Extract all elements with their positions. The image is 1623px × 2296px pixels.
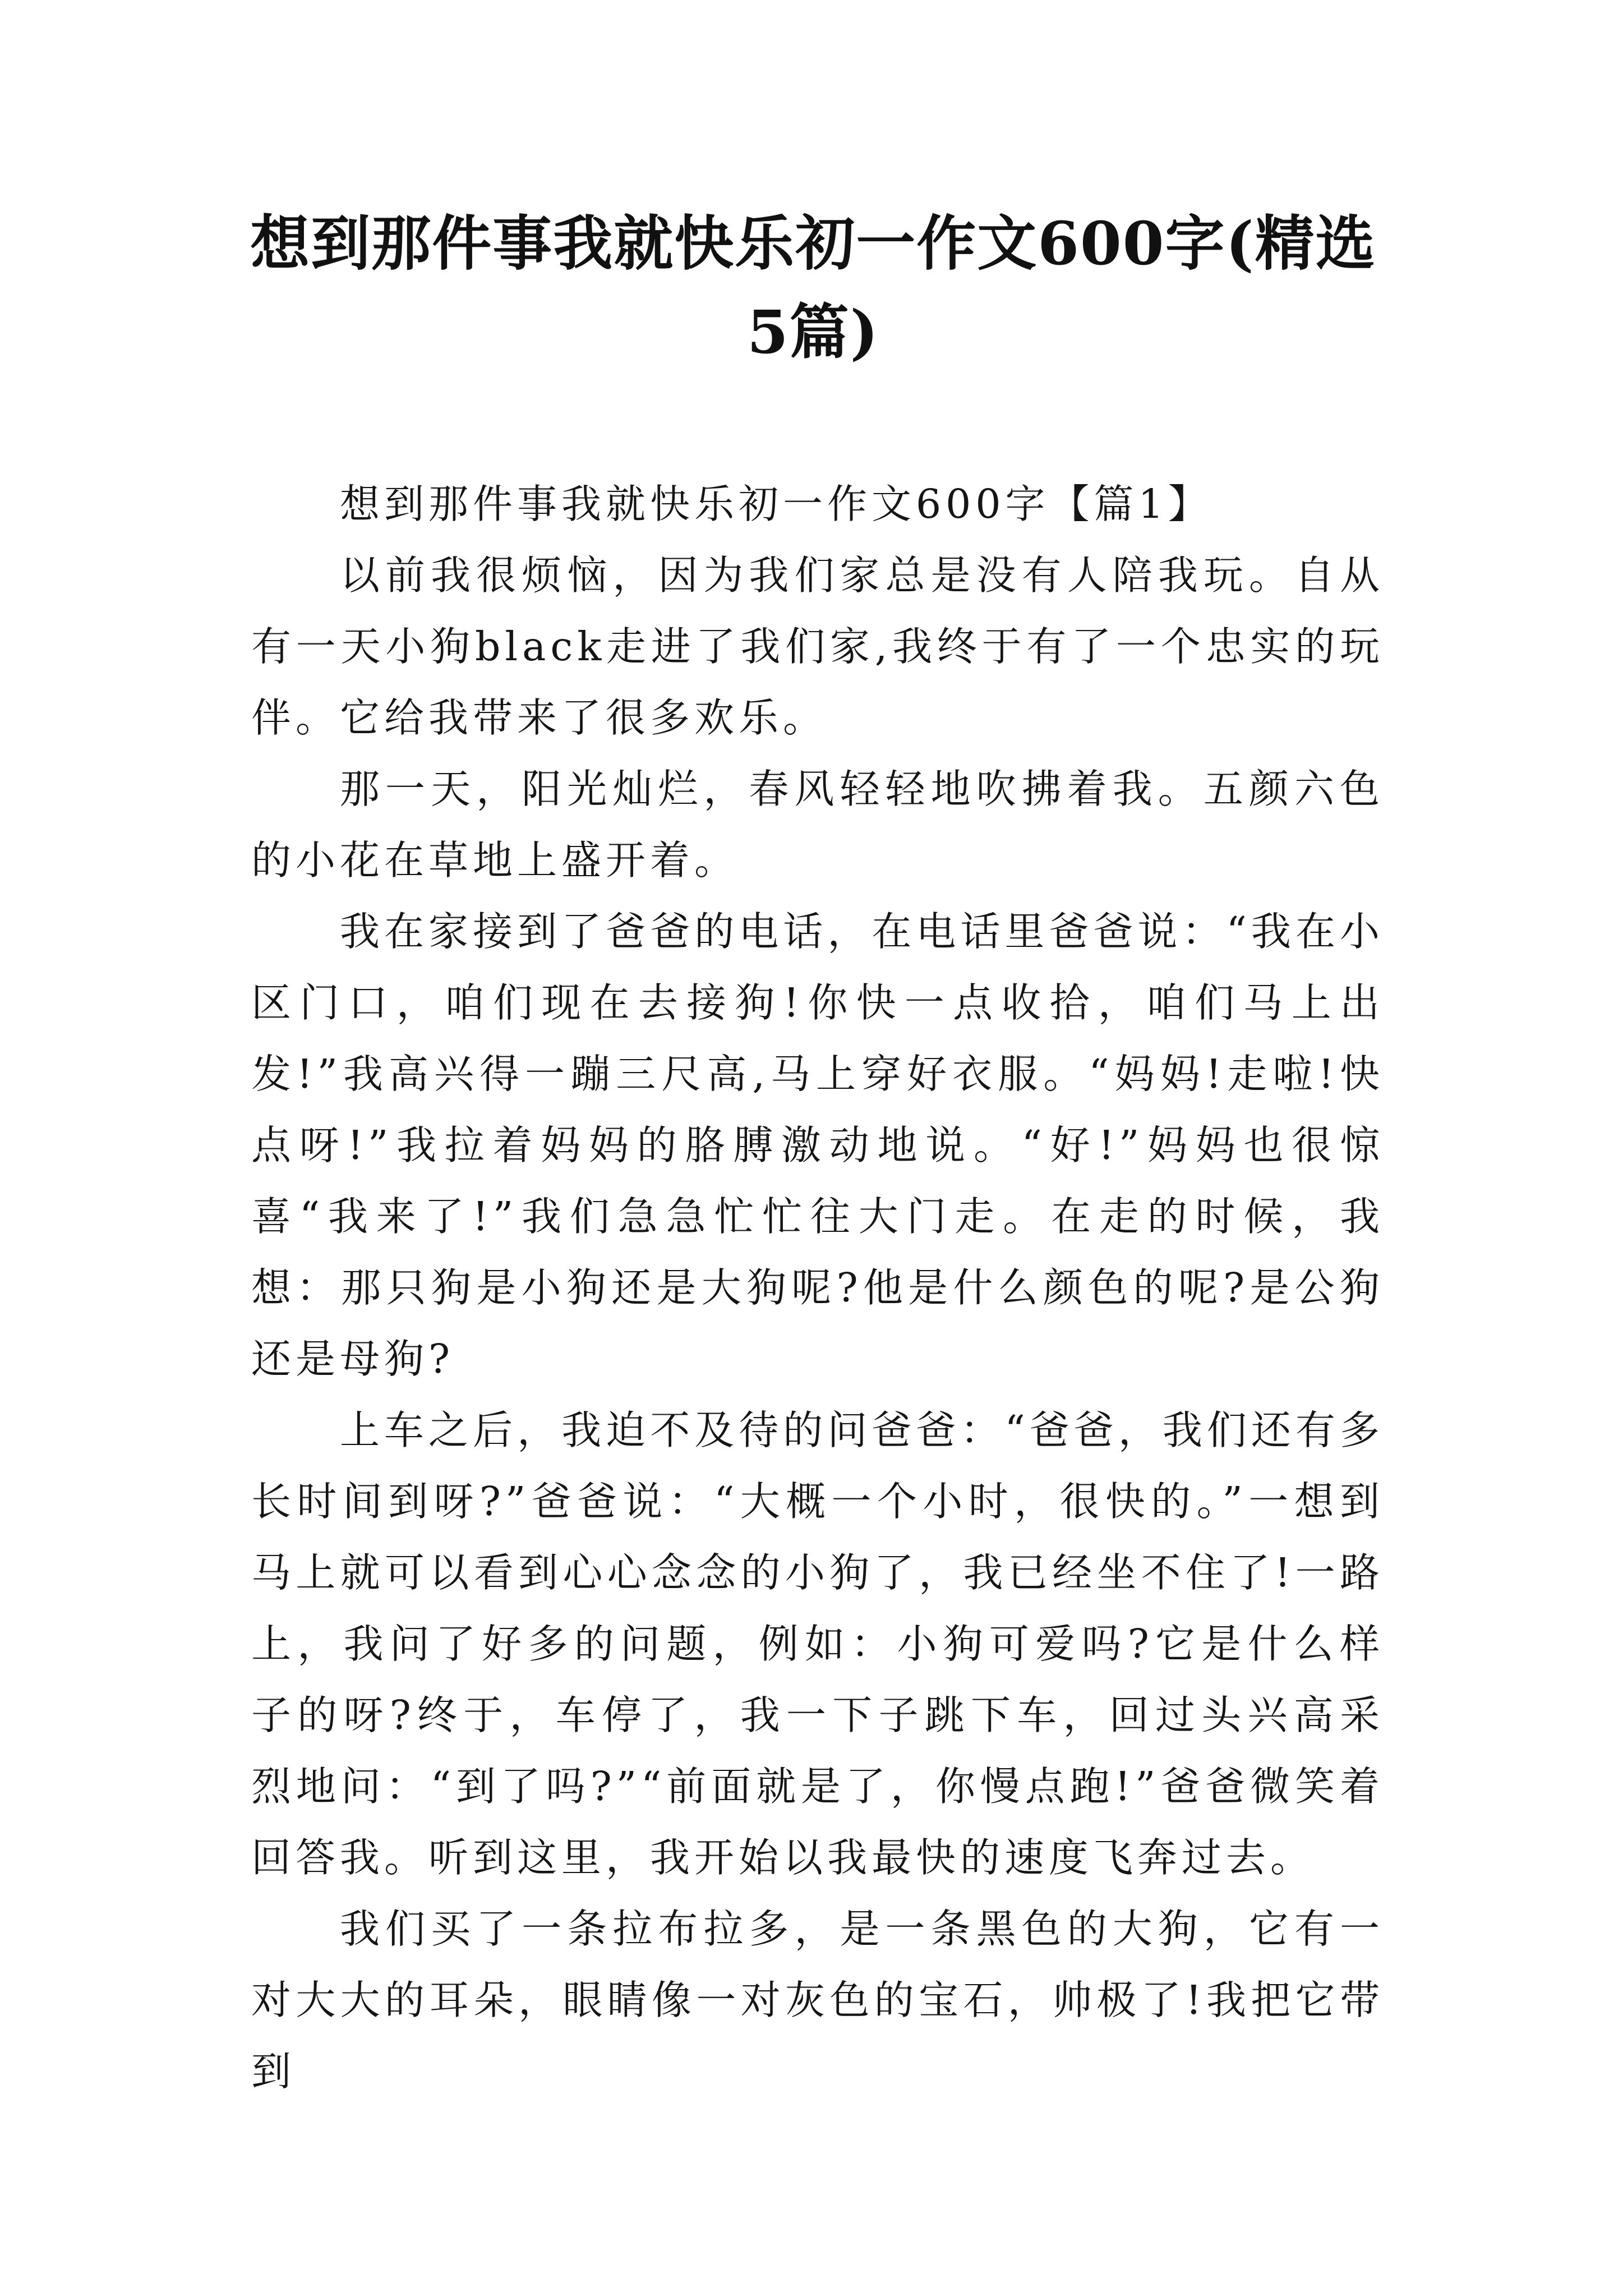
paragraph-1: 以前我很烦恼，因为我们家总是没有人陪我玩。自从有一天小狗black走进了我们家,我终于有了一个忠实的玩伴。它给我带来了很多欢乐。 — [251, 552, 1384, 741]
document-title: 想到那件事我就快乐初一作文600字(精选5篇) — [250, 208, 1376, 367]
paragraph-3: 我在家接到了爸爸的电话，在电话里爸爸说：“我在小区门口，咱们现在去接狗!你快一点收拾，咱们马上出发!”我高兴得一蹦三尺高,马上穿好衣服。“妈妈!走啦!快点呀!”我拉着妈妈的胳膊激动地说。“好!”妈妈也很惊喜“我来了!”我们急急忙忙往大门走。在走的时候，我想：那只狗是小狗还是大狗呢?他是什么颜色的呢?是公狗还是母狗? — [251, 908, 1384, 1382]
section-heading: 想到那件事我就快乐初一作文600字【篇1】 — [340, 481, 1212, 527]
paragraph-5: 我们买了一条拉布拉多，是一条黑色的大狗，它有一对大大的耳朵，眼睛像一对灰色的宝石，帅极了!我把它带到 — [251, 1906, 1384, 2095]
paragraph-2: 那一天，阳光灿烂，春风轻轻地吹拂着我。五颜六色的小花在草地上盛开着。 — [251, 766, 1384, 884]
paragraph-4: 上车之后，我迫不及待的问爸爸：“爸爸，我们还有多长时间到呀?”爸爸说：“大概一个小时，很快的。”一想到马上就可以看到心心念念的小狗了，我已经坐不住了!一路上，我问了好多的问题，例如：小狗可爱吗?它是什么样子的呀?终于，车停了，我一下子跳下车，回过头兴高采烈地问：“到了吗?”“前面就是了，你慢点跑!”爸爸微笑着回答我。听到这里，我开始以我最快的速度飞奔过去。 — [251, 1407, 1384, 1881]
document-body — [251, 468, 1384, 2107]
